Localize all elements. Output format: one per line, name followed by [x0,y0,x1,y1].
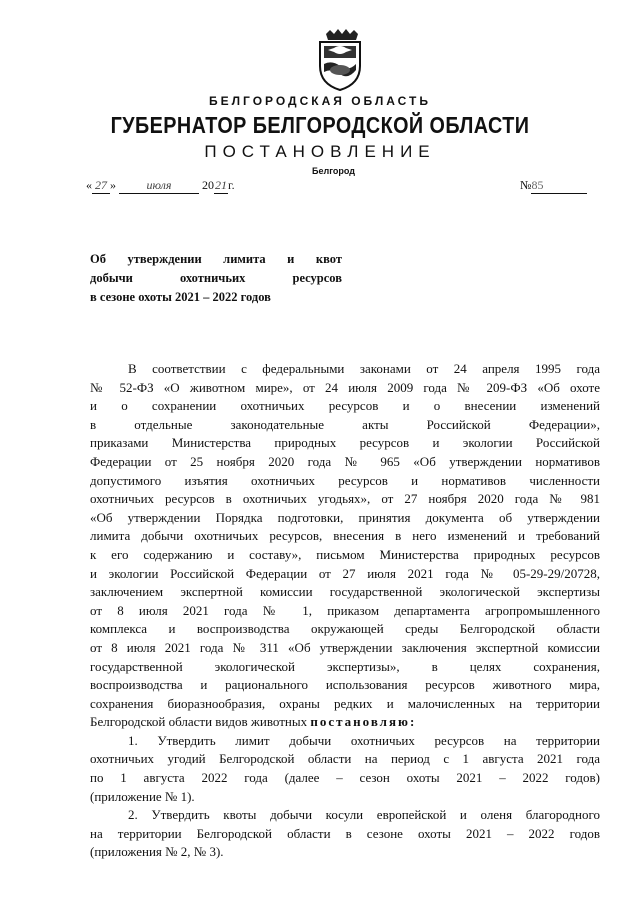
text-line: 1. Утвердить лимит добычи охотничьих ресурсов на территории [128,732,600,748]
date-year-suffix: 21 [215,178,227,192]
title-line: Об утверждении лимита и квот [90,252,342,266]
date-day: 27 [92,178,110,194]
document-body [90,360,600,862]
text-line [90,788,600,807]
number-value: 85 [531,178,587,194]
text-line: лимита добычи охотничьих ресурсов, внесения в него изменений и требований [90,528,600,544]
region-name: БЕЛГОРОДСКАЯ ОБЛАСТЬ [209,94,431,108]
date-year-prefix: 20 [202,178,214,192]
date-open-quote: « [86,178,92,192]
text-line: от 8 июля 2021 года № 311 «Об утверждении заключения экспертной комиссии [90,639,600,655]
title-line: добычи охотничьих ресурсов [90,271,342,285]
date-close-quote: » [110,178,116,192]
text-line: сохранения биоразнообразия, охраны редких и малочисленных на территории [90,695,600,711]
text-line-content: (приложение № 1). [90,788,195,804]
text-line-content: (приложения № 2, № 3). [90,844,224,860]
text-line: по 1 августа 2022 года (далее – сезон охоты 2021 – 2022 годов) [90,770,600,786]
paragraph-preamble [90,360,600,732]
text-line [90,713,600,732]
text-line: комплекса и воспроизводства окружающей среды Белгородской области [90,621,600,637]
text-line: от 8 июля 2021 года № 1, приказом департамента агропромышленного [90,602,600,618]
document-type: ПОСТАНОВЛЕНИЕ [204,142,436,161]
text-line: и экологии Российской Федерации от 27 июля 2021 года № 05-29-29/20728, [90,565,600,581]
paragraph-item-2 [90,806,600,862]
number-sign: № [520,178,532,192]
date-month: июля [119,178,199,194]
text-line: к его содержанию и составу», письмом Министерства природных ресурсов [90,546,600,562]
text-line: воспроизводства и рационального использования ресурсов животного мира, [90,677,600,693]
text-line: 2. Утвердить квоты добычи косули европейской и оленя благородного [128,807,600,823]
text-line: В соответствии с федеральными законами от 24 апреля 1995 года [128,361,600,376]
text-line: государственной экологической экспертизы», в целях сохранения, [90,658,600,674]
text-line: допустимого изъятия охотничьих ресурсов и нормативов численности [90,472,600,488]
governor-heading: ГУБЕРНАТОР БЕЛГОРОДСКОЙ ОБЛАСТИ [110,112,530,138]
paragraph-item-1 [90,732,600,806]
text-line: в отдельные законодательные акты Российской Федерации», [90,416,600,432]
text-line-content: Белгородской области видов животных [90,714,308,730]
text-line: «Об утверждении Порядка подготовки, принятия документа об утверждении [90,509,600,525]
city-name: Белгород [312,166,355,176]
document-title [90,250,342,307]
coat-of-arms-emblem [312,28,368,92]
text-line: и о сохранении охотничьих ресурсов и о внесении изменений [90,398,600,414]
resolve-word: постановляю: [310,714,417,730]
title-line: в сезоне охоты 2021 – 2022 годов [90,290,271,304]
text-line: приказами Министерства природных ресурсов и экологии Российской [90,435,600,451]
text-line: Федерации от 25 ноября 2020 года № 965 «Об утверждении нормативов [90,453,600,469]
text-line: охотничьих угодий Белгородской области на период с 1 августа 2021 года [90,751,600,767]
text-line: № 52-ФЗ «О животном мире», от 24 июля 2009 года № 209-ФЗ «Об охоте [90,379,600,395]
text-line: на территории Белгородской области в сезоне охоты 2021 – 2022 годов [90,825,600,841]
date-year-mark: г. [228,178,235,192]
text-line [90,843,600,862]
text-line: охотничьих ресурсов в охотничьих угодьях», от 27 ноября 2020 года № 981 [90,491,600,507]
text-line: заключением экспертной комиссии государственной экологической экспертизы [90,584,600,600]
document-number [520,178,587,194]
document-date [86,178,235,194]
